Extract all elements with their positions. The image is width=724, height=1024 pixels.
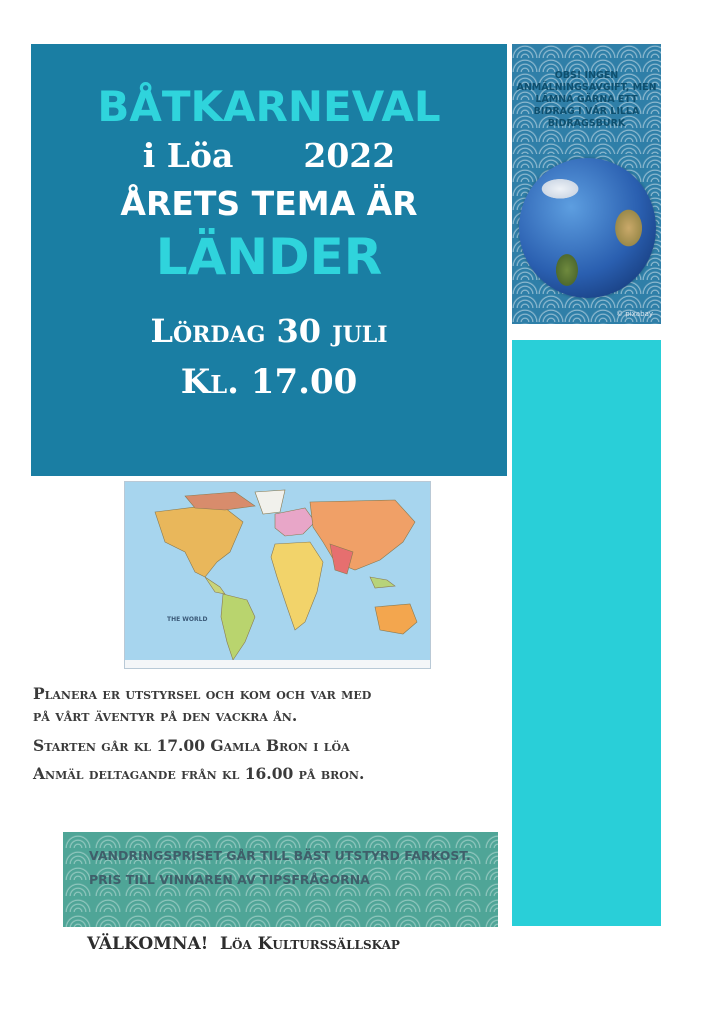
prize-box (63, 832, 498, 927)
map-label: THE WORLD (167, 616, 208, 623)
info-line-2: på vårt äventyr på den vackra ån. (33, 706, 298, 725)
globe-credit: © pixabay (616, 310, 653, 318)
main-banner (31, 44, 507, 476)
footer-line (87, 934, 400, 954)
organizer-name: Löa Kulturssällskap (220, 934, 400, 954)
event-title: BÅTKARNEVAL (97, 82, 441, 131)
notice-box (512, 44, 661, 154)
event-time: Kl. 17.00 (180, 362, 358, 402)
globe-panel (512, 154, 661, 324)
prize-text (89, 844, 488, 892)
event-year: 2022 (303, 136, 396, 175)
event-date: Lördag 30 juli (150, 312, 388, 350)
info-line-3: Starten går kl 17.00 Gamla Bron i löa (33, 736, 350, 755)
welcome-text: VÄLKOMNA! (87, 934, 209, 954)
world-map-graphic (125, 482, 430, 668)
info-line-4: Anmäl deltagande från kl 16.00 på bron. (33, 764, 365, 783)
event-place: i Löa (142, 136, 234, 175)
side-color-panel (512, 340, 661, 926)
info-line-1: Planera er utstyrsel och kom och var med (33, 684, 372, 703)
prize-line-2: PRIS TILL VINNAREN AV TIPSFRÅGORNA (89, 872, 370, 887)
theme-heading: LÄNDER (155, 228, 383, 286)
notice-text: OBS! INGEN ANMÄLNINGSAVGIFT, MEN LÄMNA GÄRNA ETT BIDRAG I VÅR LILLA BIDRAGSBURK (516, 70, 657, 129)
prize-line-1: VANDRINGSPRISET GÅR TILL BÄST UTSTYRD FARKOST. (89, 848, 471, 863)
theme-intro: ÅRETS TEMA ÄR (120, 184, 418, 223)
world-map-image (124, 481, 431, 669)
globe-image (519, 158, 656, 298)
place-year-line (31, 136, 507, 175)
